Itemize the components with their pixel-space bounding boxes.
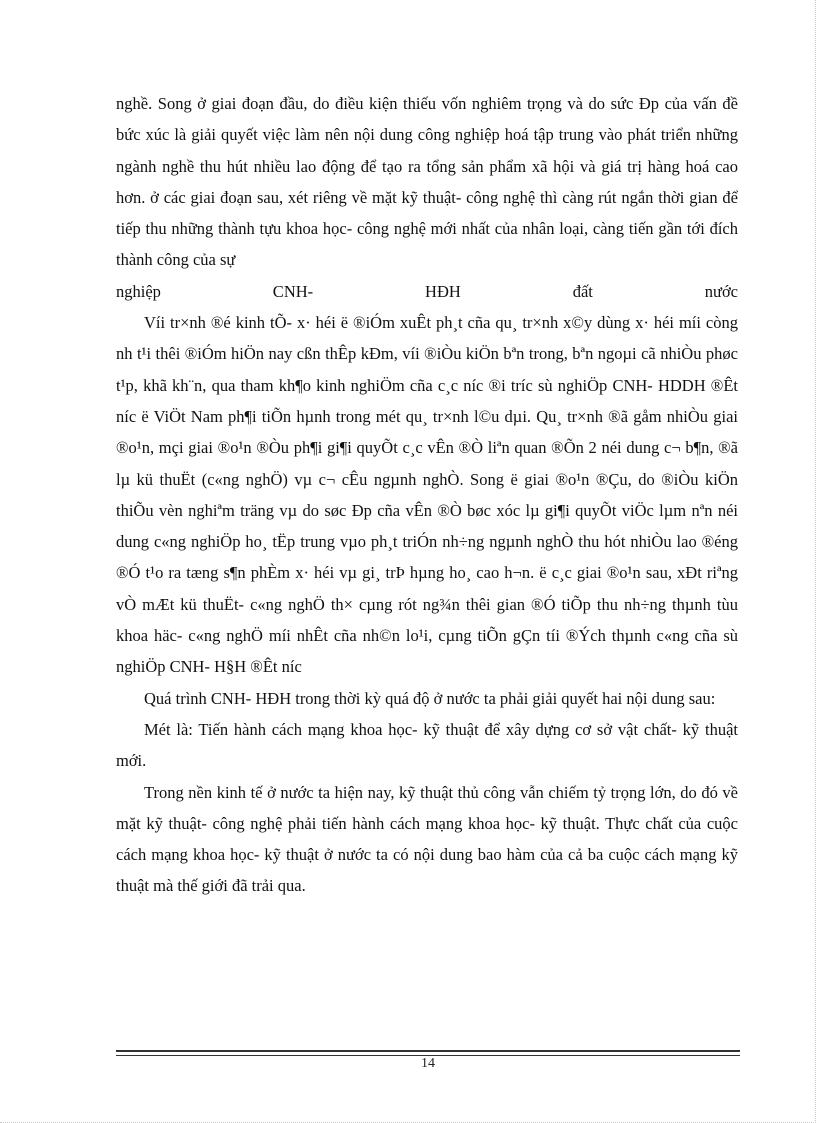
paragraph-1: nghề. Song ở giai đoạn đầu, do điều kiện thiếu vốn nghiêm trọng và do sức Ðp của vấn đề bức xúc là giải quyết việc làm nên nội dung công nghiệp hoá tập trung vào phát triển những ngành nghề thu hút nhiều lao động để tạo ra tổng sản phẩm xã hội và giá trị hàng hoá cao hơn. ở các giai đoạn sau, xét riêng về mặt kỹ thuật- công nghệ thì càng rút ngắn thời gian để tiếp thu những thành tựu khoa học- công nghệ mới nhất của nhân loại, càng tiến gần tới đích thành công của sự (116, 94, 738, 270)
paragraph-2: Víi tr×nh ®é kinh tÕ- x· héi ë ®iÓm xuÊt ph¸t cña qu¸ tr×nh x©y dùng x· héi míi còng nh t¹i thêi ®iÓm hiÖn nay cßn thÊp kÐm, víi ®iÒu kiÖn bªn trong, bªn ngoµi cã nhiÒu phøc t¹p, khã kh¨n, qua tham kh¶o kinh nghiÖm cña c¸c níc ®i tríc sù nghiÖp CNH- HDDH ®Êt níc ë ViÖt Nam ph¶i tiÕn hµnh trong mét qu¸ tr×nh l©u dµi. Qu¸ tr×nh ®ã gåm nhiÒu giai ®o¹n, mçi giai ®o¹n ®Òu ph¶i gi¶i quyÕt c¸c vÊn ®Ò liªn quan ®Õn 2 néi dung c¬ b¶n, ®ã lµ kü thuËt (c«ng nghÖ) vµ c¬ cÊu ngµnh nghÒ. Song ë giai ®o¹n ®Çu, do ®iÒu kiÖn thiÕu vèn nghiªm träng vµ do søc Ðp cña vÊn ®Ò bøc xóc lµ gi¶i quyÕt viÖc lµm nªn néi dung c«ng nghiÖp ho¸ tËp trung vµo ph¸t triÓn nh÷ng ngµnh nghÒ thu hót nhiÒu lao ®éng ®Ó t¹o ra tæng s¶n phÈm x· héi vµ gi¸ trÞ hµng ho¸ cao h¬n. ë c¸c giai ®o¹n sau, xÐt riªng vÒ mÆt kü thuËt- c«ng nghÖ th× cµng rót ng¾n thêi gian ®Ó tiÕp thu nh÷ng thµnh tùu khoa häc- c«ng nghÖ míi nhÊt cña nh©n lo¹i, cµng tiÕn gÇn tíi ®Ých thµnh c«ng cña sù nghiÖp CNH- H§H ®Êt níc (116, 313, 738, 677)
paragraph-4: Mét là: Tiến hành cách mạng khoa học- kỹ thuật để xây dựng cơ sở vật chất- kỹ thuật mới. (116, 719, 738, 771)
paragraph-3: Quá trình CNH- HĐH trong thời kỳ quá độ ở nước ta phải giải quyết hai nội dung sau: (144, 688, 716, 708)
paragraph-5: Trong nền kinh tế ở nước ta hiện nay, kỹ thuật thủ công vẫn chiếm tỷ trọng lớn, do đó về mặt kỹ thuật- công nghệ phải tiến hành cách mạng khoa học- kỹ thuật. Thực chất của cuộc cách mạng khoa học- kỹ thuật ở nước ta có nội dung bao hàm của cả ba cuộc cách mạng kỹ thuật mà thế giới đã trải qua. (116, 782, 738, 896)
body-text (116, 88, 738, 902)
footer-divider-thick (116, 1050, 740, 1052)
page-number: 14 (421, 1056, 435, 1071)
paragraph-1-last-line: nghiệp CNH- HĐH đất nước (116, 281, 738, 301)
